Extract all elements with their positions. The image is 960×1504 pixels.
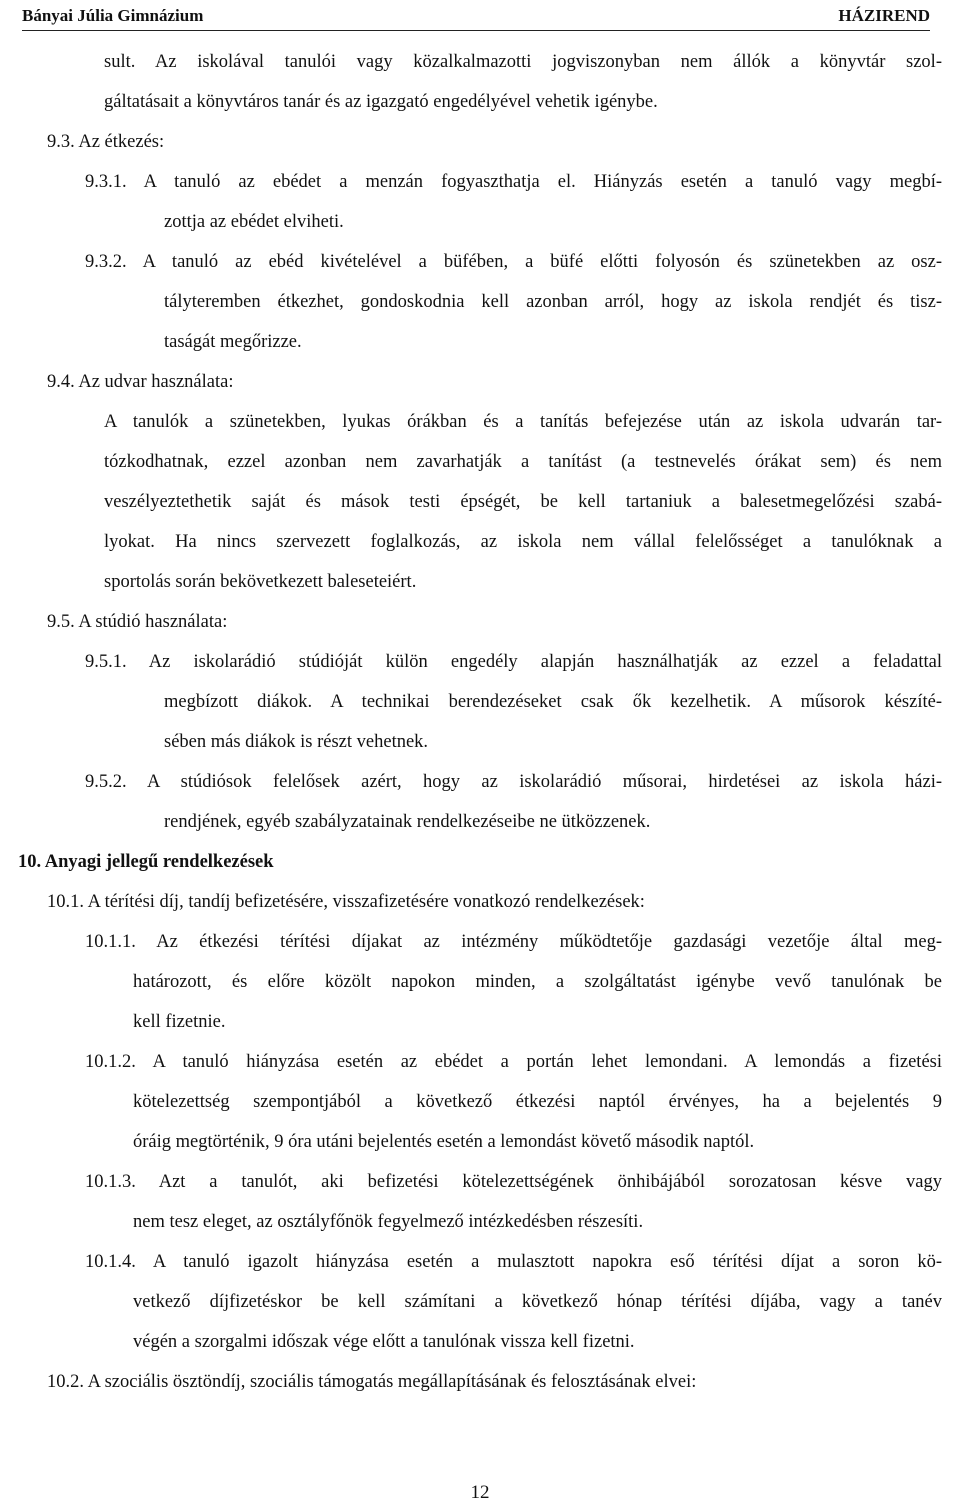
section-heading: 9.3. Az étkezés: xyxy=(47,132,165,152)
paragraph-line: lyokat. Ha nincs szervezett foglalkozás, az iskola nem vállal felelősséget a tanulóknak a xyxy=(104,532,942,552)
document-title: HÁZIREND xyxy=(838,6,930,25)
paragraph-line: 9.3.2. A tanuló az ebéd kivételével a büfében, a büfé előtti folyosón és szünetekben az osz- xyxy=(85,252,942,272)
paragraph-line: tályteremben étkezhet, gondoskodnia kell azonban arról, hogy az iskola rendjét és tisz- xyxy=(164,292,942,312)
page-number: 12 xyxy=(470,1482,490,1503)
paragraph-line: zottja az ebédet elviheti. xyxy=(164,212,344,232)
paragraph-line: A tanulók a szünetekben, lyukas órákban és a tanítás befejezése után az iskola udvarán tar- xyxy=(104,412,942,432)
school-name: Bányai Júlia Gimnázium xyxy=(22,6,204,25)
paragraph-line: sult. Az iskolával tanulói vagy közalkalmazotti jogviszonyban nem állók a könyvtár szol- xyxy=(104,52,942,72)
section-heading: 10.1. A térítési díj, tandíj befizetésére, visszafizetésére vonatkozó rendelkezések: xyxy=(47,892,645,912)
paragraph-line: kell fizetnie. xyxy=(133,1012,226,1032)
paragraph-line: óráig megtörténik, 9 óra utáni bejelentés esetén a lemondást követő második naptól. xyxy=(133,1132,755,1152)
paragraph-line: 9.5.1. Az iskolarádió stúdióját külön engedély alapján használhatják az ezzel a feladattal xyxy=(85,652,942,672)
paragraph-line: vetkező díjfizetéskor be kell számítani a következő hónap térítési díjába, vagy a tanév xyxy=(133,1292,942,1312)
paragraph-line: megbízott diákok. A technikai berendezéseket csak ők kezelhetik. A műsorok készíté- xyxy=(164,692,942,712)
paragraph-line: 10.1.2. A tanuló hiányzása esetén az ebédet a portán lehet lemondani. A lemondás a fizetési xyxy=(85,1052,942,1072)
paragraph-line: taságát megőrizze. xyxy=(164,332,302,352)
section-heading: 9.4. Az udvar használata: xyxy=(47,372,234,392)
paragraph-line: sében más diákok is részt vehetnek. xyxy=(164,732,429,752)
paragraph-line: 9.5.2. A stúdiósok felelősek azért, hogy az iskolarádió műsorai, hirdetései az iskola házi- xyxy=(85,772,942,792)
page-header xyxy=(22,0,930,31)
paragraph-line: határozott, és előre közölt napokon minden, a szolgáltatást igénybe vevő tanulónak be xyxy=(133,972,942,992)
chapter-heading: 10. Anyagi jellegű rendelkezések xyxy=(18,852,274,872)
paragraph-line: kötelezettség szempontjából a következő étkezési naptól érvényes, ha a bejelentés 9 xyxy=(133,1092,942,1112)
paragraph-line: nem tesz eleget, az osztályfőnök fegyelmező intézkedésben részesíti. xyxy=(133,1212,644,1232)
paragraph-line: gáltatásait a könyvtáros tanár és az igazgató engedélyével vehetik igénybe. xyxy=(104,92,658,112)
paragraph-line: 9.3.1. A tanuló az ebédet a menzán fogyaszthatja el. Hiányzás esetén a tanuló vagy megbí- xyxy=(85,172,942,192)
paragraph-line: tózkodhatnak, ezzel azonban nem zavarhatják a tanítást (a testnevelés órákat sem) és nem xyxy=(104,452,942,472)
section-heading: 10.2. A szociális ösztöndíj, szociális támogatás megállapításának és felosztásának elvei: xyxy=(47,1372,697,1392)
paragraph-line: 10.1.4. A tanuló igazolt hiányzása esetén a mulasztott napokra eső térítési díjat a soron kö- xyxy=(85,1252,942,1272)
paragraph-line: 10.1.1. Az étkezési térítési díjakat az intézmény működtetője gazdasági vezetője által meg- xyxy=(85,932,942,952)
paragraph-line: végén a szorgalmi időszak vége előtt a tanulónak vissza kell fizetni. xyxy=(133,1332,635,1352)
paragraph-line: 10.1.3. Azt a tanulót, aki befizetési kötelezettségének önhibájából sorozatosan késve vagy xyxy=(85,1172,942,1192)
section-heading: 9.5. A stúdió használata: xyxy=(47,612,228,632)
paragraph-line: rendjének, egyéb szabályzatainak rendelkezéseibe ne ütközzenek. xyxy=(164,812,651,832)
paragraph-line: sportolás során bekövetkezett baleseteiért. xyxy=(104,572,417,592)
paragraph-line: veszélyeztethetik saját és mások testi épségét, be kell tartaniuk a balesetmegelőzési szabá- xyxy=(104,492,942,512)
